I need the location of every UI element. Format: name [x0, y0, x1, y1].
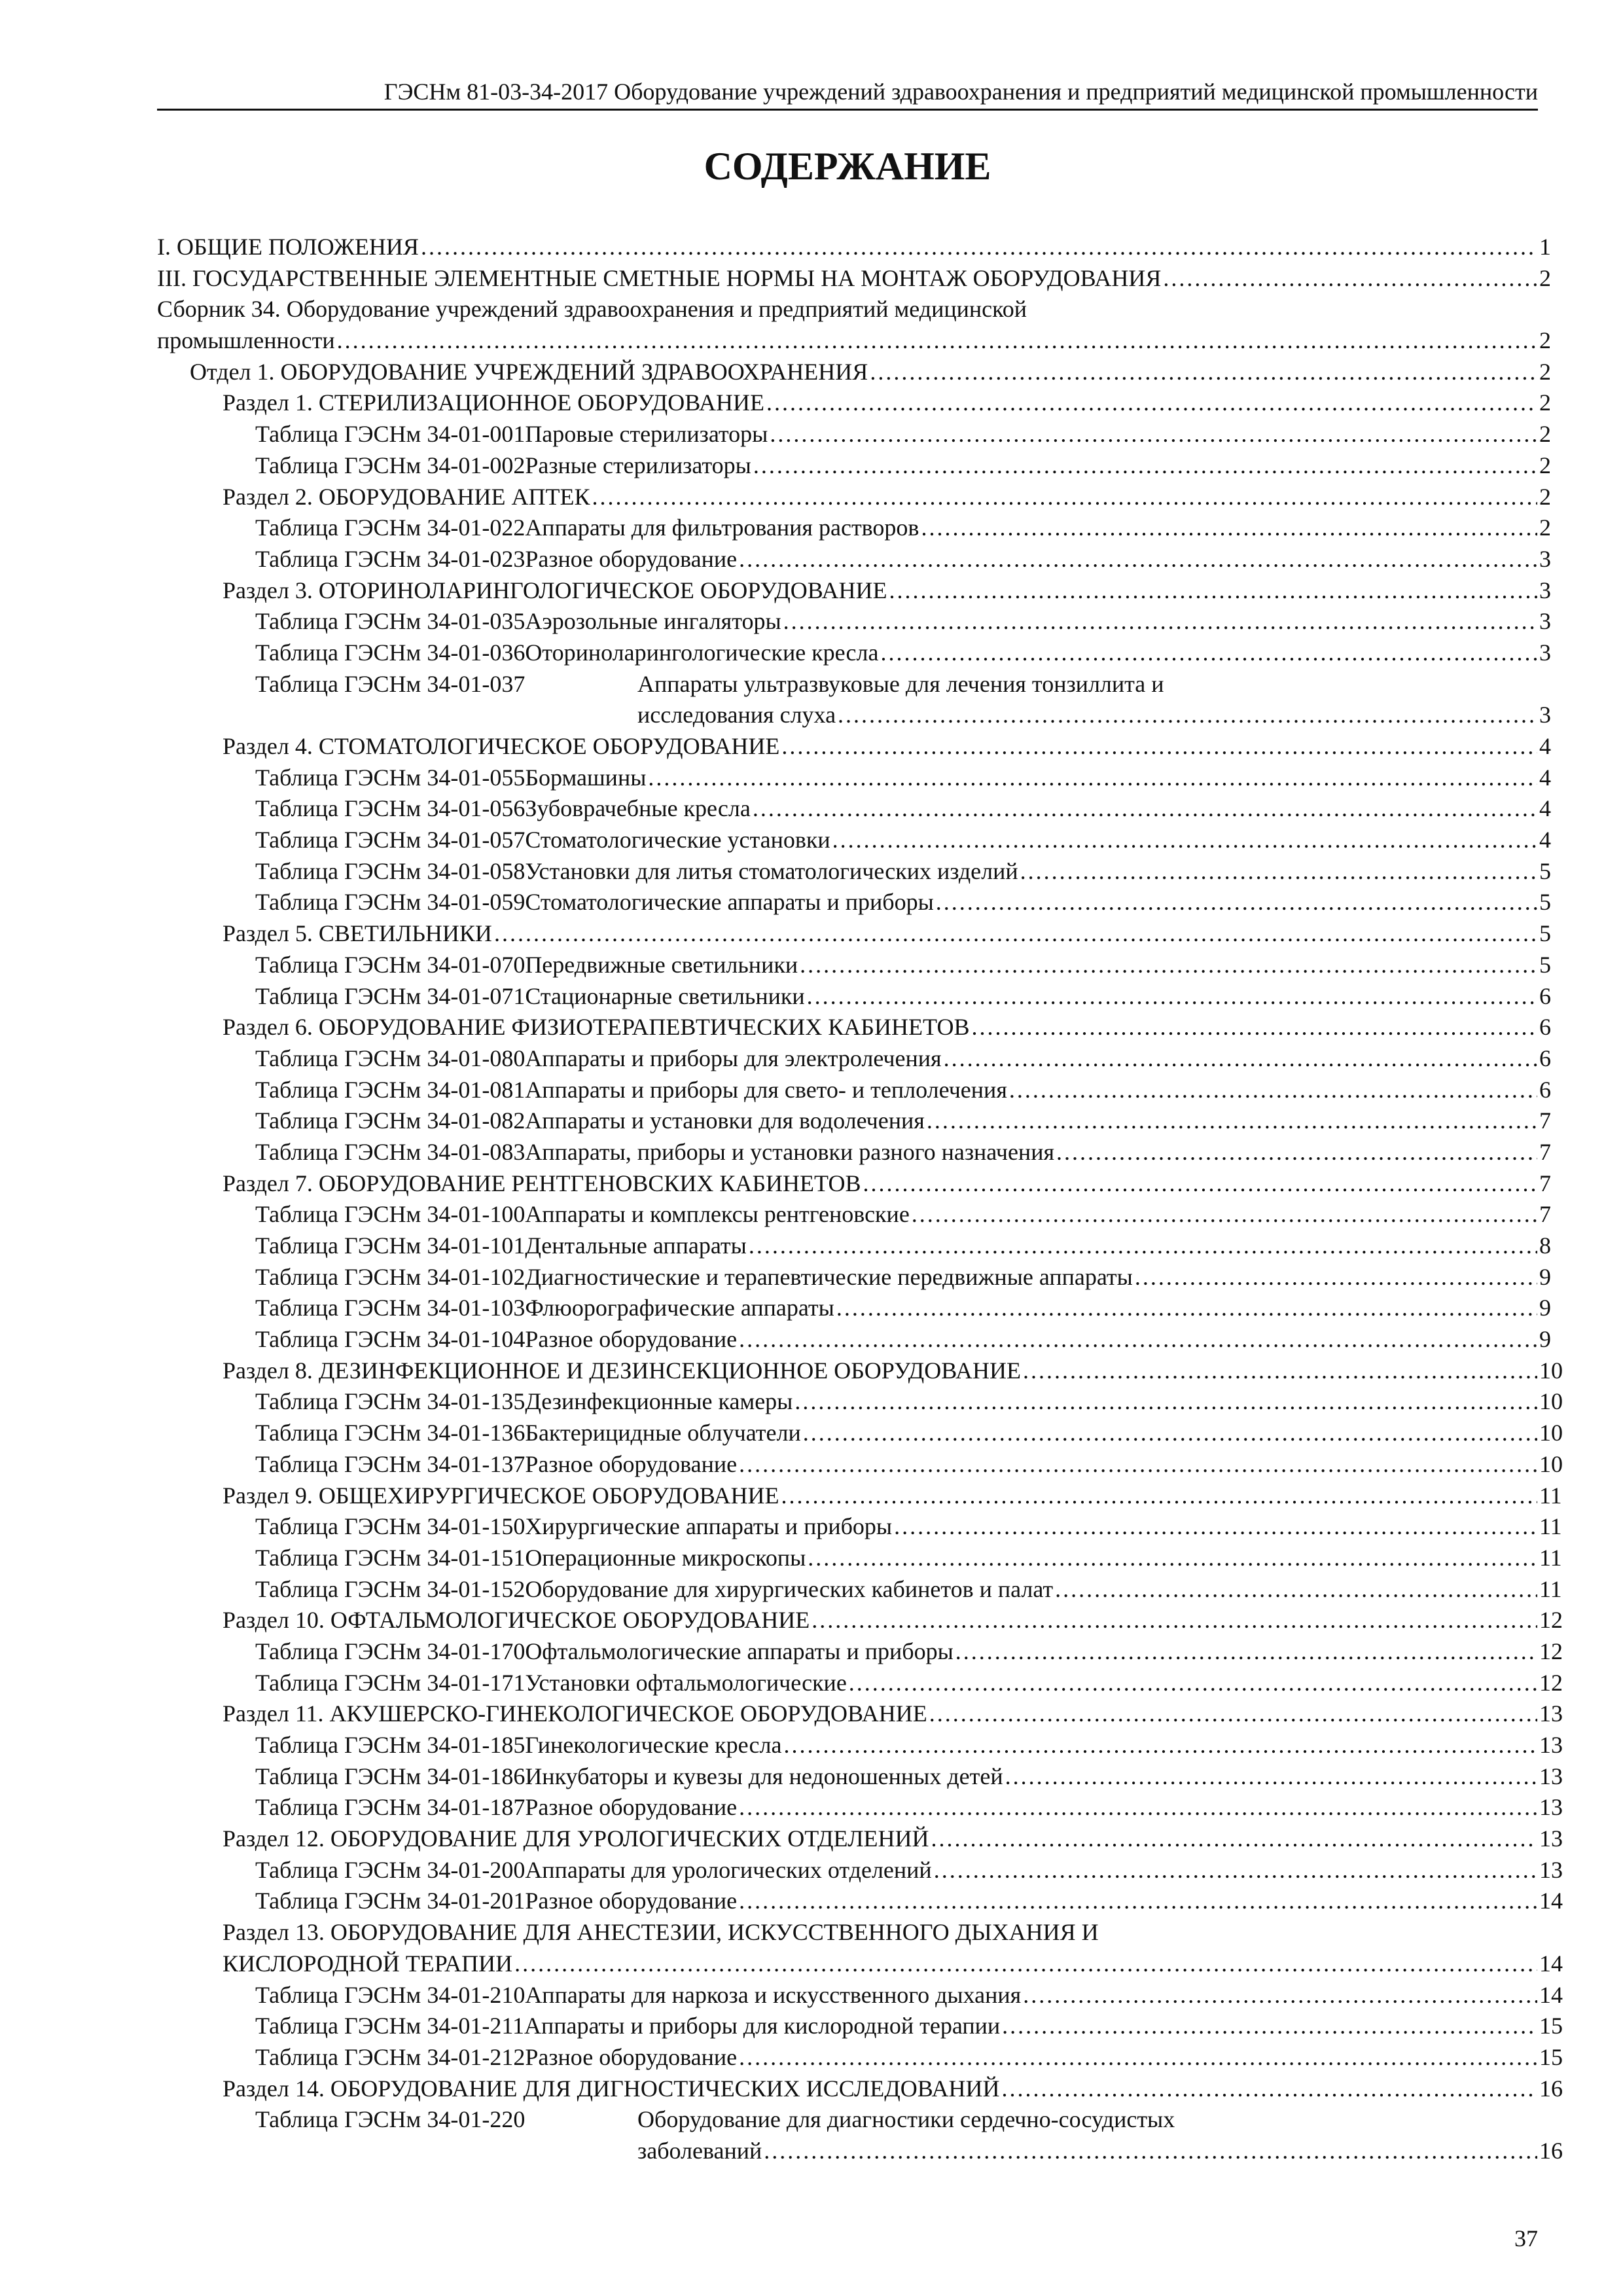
toc-page-number: 2: [1539, 483, 1551, 510]
toc-entry: [157, 637, 1551, 669]
toc-entry: [157, 2011, 1563, 2042]
toc-entry: [157, 1324, 1551, 1355]
toc-entry-text: Раздел 5. СВЕТИЛЬНИКИ: [223, 920, 492, 947]
toc-entry: [157, 731, 1551, 762]
toc-entry-text: Разное оборудование: [525, 1450, 738, 1477]
toc-dot-leader: [1002, 2011, 1537, 2042]
toc-table-code: Таблица ГЭСНм 34-01-083: [255, 1138, 526, 1165]
toc-table-code: Таблица ГЭСНм 34-01-037: [255, 670, 526, 697]
toc-page-number: 11: [1539, 1575, 1562, 1602]
toc-page-number: 6: [1539, 1076, 1551, 1103]
toc-entry-text: Оборудование для хирургических кабинетов и палат: [525, 1575, 1054, 1602]
toc-page-number: 1: [1539, 233, 1551, 260]
toc-entry-text: Разное оборудование: [525, 1888, 738, 1914]
toc-page-number: 9: [1539, 1263, 1551, 1290]
toc-entry-text: Дентальные аппараты: [525, 1232, 747, 1259]
toc-table-code: Таблица ГЭСНм 34-01-023: [255, 545, 526, 572]
toc-dot-leader: [838, 700, 1537, 731]
toc-dot-leader: [1009, 1075, 1537, 1106]
toc-table-code: Таблица ГЭСНм 34-01-022: [255, 514, 526, 541]
toc-entry-text: Раздел 7. ОБОРУДОВАНИЕ РЕНТГЕНОВСКИХ КАБИНЕТОВ: [223, 1170, 861, 1196]
toc-entry-text: Аппараты и приборы для свето- и теплолечения: [525, 1076, 1007, 1103]
toc-page-number: 3: [1539, 577, 1551, 603]
toc-page-number: 10: [1539, 1450, 1563, 1477]
toc-page-number: 3: [1539, 702, 1551, 728]
toc-entry: [157, 1386, 1563, 1418]
toc-table-code: Таблица ГЭСНм 34-01-101: [255, 1232, 526, 1259]
toc-page-number: 9: [1539, 1295, 1551, 1321]
toc-entry-text: Раздел 1. СТЕРИЛИЗАЦИОННОЕ ОБОРУДОВАНИЕ: [223, 389, 764, 416]
toc-page-number: 2: [1539, 358, 1551, 385]
toc-page-number: 6: [1539, 982, 1551, 1009]
toc-entry: [157, 669, 1551, 731]
toc-dot-leader: [800, 950, 1537, 981]
toc-page-number: 14: [1539, 1950, 1563, 1977]
toc-page-number: 2: [1539, 452, 1551, 478]
toc-entry-text: Операционные микроскопы: [525, 1544, 806, 1571]
toc-entry-text: Раздел 2. ОБОРУДОВАНИЕ АПТЕК: [223, 483, 590, 510]
toc-entry: [157, 1823, 1563, 1855]
toc-page-number: 14: [1539, 1981, 1563, 2008]
toc-entry-text: Бормашины: [525, 764, 647, 791]
toc-dot-leader: [592, 482, 1538, 513]
toc-table-code: Таблица ГЭСНм 34-01-071: [255, 982, 526, 1009]
toc-entry-text: Дезинфекционные камеры: [525, 1388, 793, 1415]
toc-table-code: Таблица ГЭСНм 34-01-103: [255, 1295, 526, 1321]
toc-page-number: 4: [1539, 733, 1551, 760]
toc-page-number: 3: [1539, 639, 1551, 666]
toc-dot-leader: [944, 1043, 1537, 1075]
toc-page-number: 16: [1539, 2137, 1563, 2164]
toc-entry: [157, 1168, 1551, 1200]
toc-table-code: Таблица ГЭСНм 34-01-187: [255, 1794, 526, 1821]
toc-dot-leader: [836, 1293, 1537, 1324]
toc-page-number: 7: [1539, 1201, 1551, 1228]
toc-table-code: Таблица ГЭСНм 34-01-056: [255, 795, 526, 822]
toc-entry-text: Отдел 1. ОБОРУДОВАНИЕ УЧРЕЖДЕНИЙ ЗДРАВООХРАНЕНИЯ: [190, 358, 868, 385]
toc-dot-leader: [931, 1823, 1537, 1855]
toc-entry-text: Разное оборудование: [525, 1794, 738, 1821]
toc-entry-text: Диагностические и терапевтические передвижные аппараты: [525, 1263, 1133, 1290]
toc-table-code: Таблица ГЭСНм 34-01-082: [255, 1107, 526, 1134]
toc-dot-leader: [1023, 1355, 1537, 1387]
toc-entry: [157, 1605, 1563, 1636]
toc-entry-text: Аппараты и установки для водолечения: [525, 1107, 925, 1134]
toc-page-number: 4: [1539, 827, 1551, 853]
toc-dot-leader: [753, 793, 1537, 825]
toc-dot-leader: [808, 1543, 1537, 1574]
toc-entry: [157, 1012, 1551, 1043]
toc-entry: [157, 1698, 1563, 1730]
toc-page-number: 3: [1539, 545, 1551, 572]
toc-table-code: Таблица ГЭСНм 34-01-212: [255, 2043, 526, 2070]
toc-page-number: 12: [1539, 1607, 1563, 1634]
toc-entry-text: I. ОБЩИЕ ПОЛОЖЕНИЯ: [157, 233, 419, 260]
toc-page-number: 7: [1539, 1107, 1551, 1134]
toc-entry: [157, 856, 1551, 888]
toc-entry-text: Раздел 11. АКУШЕРСКО-ГИНЕКОЛОГИЧЕСКОЕ ОБОРУДОВАНИЕ: [223, 1700, 927, 1727]
toc-entry: [157, 981, 1551, 1013]
toc-page-number: 2: [1539, 514, 1551, 541]
toc-dot-leader: [514, 1948, 1537, 1980]
toc-entry: [157, 357, 1551, 388]
toc-dot-leader: [421, 232, 1537, 263]
toc-entry: [157, 575, 1551, 607]
toc-page-number: 10: [1539, 1388, 1563, 1415]
toc-page-number: 8: [1539, 1232, 1551, 1259]
toc-entry: [157, 887, 1551, 918]
toc-entry-text: Раздел 12. ОБОРУДОВАНИЕ ДЛЯ УРОЛОГИЧЕСКИХ ОТДЕЛЕНИЙ: [223, 1825, 929, 1852]
toc-dot-leader: [337, 325, 1537, 357]
toc-entry: [157, 2073, 1563, 2105]
toc-entry: [157, 1730, 1563, 1761]
toc-entry-text: Хирургические аппараты и приборы: [525, 1513, 893, 1540]
toc-entry-text: Офтальмологические аппараты и приборы: [525, 1638, 954, 1664]
toc-entry: [157, 450, 1551, 482]
toc-table-code: Таблица ГЭСНм 34-01-201: [255, 1888, 526, 1914]
toc-page-number: 13: [1539, 1763, 1563, 1789]
toc-entry-text: Гинекологические кресла: [525, 1732, 782, 1759]
toc-entry-text: Раздел 14. ОБОРУДОВАНИЕ ДЛЯ ДИГНОСТИЧЕСКИХ ИССЛЕДОВАНИЙ: [223, 2075, 1000, 2102]
toc-dot-leader: [764, 2136, 1537, 2167]
toc-entry-text: Аппараты и приборы для электролечения: [525, 1045, 942, 1071]
toc-entry: [157, 1418, 1563, 1449]
toc-dot-leader: [781, 1480, 1537, 1512]
toc-entry-text: Инкубаторы и кувезы для недоношенных детей: [525, 1763, 1003, 1789]
toc-table-code: Таблица ГЭСНм 34-01-186: [255, 1763, 526, 1789]
toc-table-code: Таблица ГЭСНм 34-01-152: [255, 1575, 526, 1602]
toc-dot-leader: [770, 419, 1537, 450]
toc-entry-text: Раздел 3. ОТОРИНОЛАРИНГОЛОГИЧЕСКОЕ ОБОРУДОВАНИЕ: [223, 577, 887, 603]
toc-table-code: Таблица ГЭСНм 34-01-136: [255, 1420, 526, 1446]
toc-entry: [157, 1511, 1562, 1543]
toc-dot-leader: [739, 1449, 1537, 1480]
toc-entry: [157, 1980, 1563, 2011]
toc-dot-leader: [803, 1418, 1537, 1449]
toc-table-code: Таблица ГЭСНм 34-01-035: [255, 608, 526, 635]
toc-dot-leader: [927, 1105, 1537, 1137]
toc-table-code: Таблица ГЭСНм 34-01-081: [255, 1076, 526, 1103]
toc-dot-leader: [739, 2042, 1537, 2073]
toc-entry-text: Стоматологические аппараты и приборы: [525, 889, 934, 916]
toc-page-number: 5: [1539, 857, 1551, 884]
toc-dot-leader: [749, 1230, 1537, 1262]
toc-table-code: Таблица ГЭСНм 34-01-058: [255, 857, 526, 884]
page-title: СОДЕРЖАНИЕ: [704, 145, 991, 188]
toc-page-number: 6: [1539, 1014, 1551, 1041]
toc-page-number: 2: [1539, 264, 1551, 291]
toc-dot-leader: [934, 1855, 1537, 1886]
toc-entry-continuation: КИСЛОРОДНОЙ ТЕРАПИИ: [223, 1950, 513, 1977]
toc-dot-leader: [1056, 1137, 1537, 1168]
toc-table-code: Таблица ГЭСНм 34-01-200: [255, 1856, 526, 1883]
toc-table-code: Таблица ГЭСНм 34-01-170: [255, 1638, 526, 1664]
toc-entry-text: Аппараты для урологических отделений: [525, 1856, 932, 1883]
toc-entry-text: Передвижные светильники: [525, 951, 798, 978]
toc-page-number: 13: [1539, 1794, 1563, 1821]
toc-dot-leader: [1135, 1262, 1537, 1293]
toc-entry: [157, 1668, 1563, 1699]
toc-table-code: Таблица ГЭСНм 34-01-080: [255, 1045, 526, 1071]
toc-entry-text: Раздел 9. ОБЩЕХИРУРГИЧЕСКОЕ ОБОРУДОВАНИЕ: [223, 1482, 779, 1509]
toc-page-number: 10: [1539, 1357, 1563, 1384]
toc-entry: [157, 1480, 1562, 1512]
toc-entry: [157, 1543, 1562, 1574]
toc-page-number: 2: [1539, 327, 1551, 354]
running-header: ГЭСНм 81-03-34-2017 Оборудование учреждений здравоохранения и предприятий медицинской промышленности: [157, 77, 1538, 111]
toc-dot-leader: [832, 825, 1537, 856]
toc-table-code: Таблица ГЭСНм 34-01-220: [255, 2106, 526, 2133]
toc-table-code: Таблица ГЭСНм 34-01-036: [255, 639, 526, 666]
toc-entry-continuation: промышленности: [157, 327, 335, 354]
toc-page-number: 9: [1539, 1326, 1551, 1353]
toc-entry-text: Аэрозольные ингаляторы: [525, 608, 781, 635]
toc-page-number: 3: [1539, 608, 1551, 635]
toc-entry: [157, 950, 1551, 981]
toc-table-code: Таблица ГЭСНм 34-01-135: [255, 1388, 526, 1415]
toc-entry-text: Раздел 8. ДЕЗИНФЕКЦИОННОЕ И ДЕЗИНСЕКЦИОННОЕ ОБОРУДОВАНИЕ: [223, 1357, 1021, 1384]
toc-entry: [157, 419, 1551, 450]
toc-entry: [157, 762, 1551, 794]
toc-dot-leader: [1005, 1761, 1537, 1793]
toc-page-number: 15: [1539, 2043, 1563, 2070]
toc-entry: [157, 1761, 1563, 1793]
toc-dot-leader: [1020, 856, 1537, 888]
toc-page-number: 4: [1539, 764, 1551, 791]
toc-entry: [157, 918, 1551, 950]
toc-entry: [157, 232, 1551, 263]
toc-table-code: Таблица ГЭСНм 34-01-100: [255, 1201, 526, 1228]
toc-entry: [157, 1262, 1551, 1293]
toc-entry: [157, 263, 1551, 295]
toc-page-number: 11: [1539, 1544, 1562, 1571]
toc-entry-text: Бактерицидные облучатели: [525, 1420, 801, 1446]
toc-entry-text: Раздел 13. ОБОРУДОВАНИЕ ДЛЯ АНЕСТЕЗИИ, ИСКУССТВЕННОГО ДЫХАНИЯ И: [223, 1919, 1099, 1946]
toc-entry: [157, 1636, 1563, 1668]
toc-entry: [157, 825, 1551, 856]
toc-table-code: Таблица ГЭСНм 34-01-057: [255, 827, 526, 853]
toc-table-code: Таблица ГЭСНм 34-01-070: [255, 951, 526, 978]
toc-page-number: 7: [1539, 1138, 1551, 1165]
toc-table-code: Таблица ГЭСНм 34-01-211: [255, 2013, 524, 2039]
toc-dot-leader: [766, 387, 1537, 419]
toc-dot-leader: [1002, 2073, 1537, 2105]
toc-table-code: Таблица ГЭСНм 34-01-137: [255, 1450, 526, 1477]
toc-entry-text: Аппараты для фильтрования растворов: [525, 514, 919, 541]
toc-page-number: 10: [1539, 1420, 1563, 1446]
toc-dot-leader: [936, 887, 1537, 918]
toc-dot-leader: [880, 637, 1537, 669]
toc-page-number: 16: [1539, 2075, 1563, 2102]
toc-page-number: 5: [1539, 889, 1551, 916]
toc-entry-text: Стоматологические установки: [525, 827, 830, 853]
toc-entry-text: Стационарные светильники: [525, 982, 805, 1009]
toc-dot-leader: [739, 544, 1537, 575]
toc-page-number: 6: [1539, 1045, 1551, 1071]
toc-entry-text: Разное оборудование: [525, 545, 738, 572]
toc-table-code: Таблица ГЭСНм 34-01-171: [255, 1669, 526, 1696]
toc-entry-text: Раздел 6. ОБОРУДОВАНИЕ ФИЗИОТЕРАПЕВТИЧЕСКИХ КАБИНЕТОВ: [223, 1014, 970, 1041]
toc-entry: [157, 1075, 1551, 1106]
toc-entry: [157, 1855, 1563, 1886]
toc-dot-leader: [894, 1511, 1537, 1543]
toc-page-number: 5: [1539, 951, 1551, 978]
toc-entry: [157, 606, 1551, 637]
toc-entry-text: Разное оборудование: [525, 2043, 738, 2070]
toc-entry-text: Аппараты, приборы и установки разного назначения: [525, 1138, 1055, 1165]
toc-entry: [157, 512, 1551, 544]
toc-dot-leader: [783, 1730, 1537, 1761]
toc-entry: [157, 482, 1551, 513]
toc-entry-text: Сборник 34. Оборудование учреждений здравоохранения и предприятий медицинской: [157, 296, 1027, 323]
toc-dot-leader: [783, 606, 1537, 637]
toc-entry-text: Установки для литья стоматологических изделий: [525, 857, 1018, 884]
toc-entry-text: Аппараты для наркоза и искусственного дыхания: [525, 1981, 1022, 2008]
toc-entry-continuation: исследования слуха: [637, 702, 836, 728]
toc-entry: [157, 1230, 1551, 1262]
toc-table-code: Таблица ГЭСНм 34-01-055: [255, 764, 526, 791]
toc-page-number: 15: [1539, 2013, 1563, 2039]
toc-entry: [157, 1105, 1551, 1137]
toc-dot-leader: [1023, 1980, 1537, 2011]
toc-entry: [157, 294, 1551, 356]
toc-page-number: 2: [1539, 421, 1551, 448]
toc-table-code: Таблица ГЭСНм 34-01-102: [255, 1263, 526, 1290]
toc-dot-leader: [870, 357, 1537, 388]
toc-dot-leader: [494, 918, 1537, 950]
toc-entry-text: Аппараты и приборы для кислородной терапии: [524, 2013, 1001, 2039]
toc-entry: [157, 1574, 1562, 1605]
toc-page-number: 11: [1539, 1482, 1562, 1509]
toc-page-number: 11: [1539, 1513, 1562, 1540]
toc-page-number: 7: [1539, 1170, 1551, 1196]
toc-entry-text: Флюорографические аппараты: [525, 1295, 834, 1321]
toc-dot-leader: [781, 731, 1537, 762]
toc-dot-leader: [849, 1668, 1537, 1699]
toc-page-number: 14: [1539, 1888, 1563, 1914]
toc-entry-text: Оборудование для диагностики сердечно-сосудистых: [637, 2106, 1175, 2133]
toc-entry-text: Оториноларингологические кресла: [525, 639, 879, 666]
toc-entry-text: Раздел 4. СТОМАТОЛОГИЧЕСКОЕ ОБОРУДОВАНИЕ: [223, 733, 780, 760]
toc-dot-leader: [812, 1605, 1537, 1636]
toc-entry-text: Аппараты ультразвуковые для лечения тонзиллита и: [637, 670, 1164, 697]
toc-page-number: 12: [1539, 1638, 1563, 1664]
toc-entry: [157, 1917, 1563, 1979]
toc-page-number: 13: [1539, 1856, 1563, 1883]
toc-table-code: Таблица ГЭСНм 34-01-059: [255, 889, 526, 916]
toc-dot-leader: [739, 1792, 1537, 1823]
toc-dot-leader: [739, 1324, 1537, 1355]
toc-dot-leader: [794, 1386, 1537, 1418]
toc-page-number: 13: [1539, 1732, 1563, 1759]
toc-dot-leader: [955, 1636, 1537, 1668]
toc-dot-leader: [912, 1199, 1537, 1230]
table-of-contents: [157, 232, 1563, 2167]
toc-dot-leader: [929, 1698, 1537, 1730]
toc-dot-leader: [863, 1168, 1537, 1200]
toc-dot-leader: [807, 981, 1537, 1013]
toc-entry: [157, 793, 1551, 825]
toc-entry: [157, 1293, 1551, 1324]
toc-dot-leader: [1163, 263, 1537, 295]
toc-entry: [157, 1355, 1563, 1387]
toc-page-number: 2: [1539, 389, 1551, 416]
toc-page-number: 5: [1539, 920, 1551, 947]
toc-entry: [157, 1199, 1551, 1230]
toc-dot-leader: [921, 512, 1537, 544]
toc-entry-text: Разные стерилизаторы: [525, 452, 751, 478]
toc-table-code: Таблица ГЭСНм 34-01-151: [255, 1544, 526, 1571]
toc-entry: [157, 1137, 1551, 1168]
toc-page-number: 13: [1539, 1700, 1563, 1727]
toc-dot-leader: [1055, 1574, 1537, 1605]
toc-dot-leader: [739, 1886, 1537, 1917]
toc-entry: [157, 1886, 1563, 1917]
toc-entry-text: Раздел 10. ОФТАЛЬМОЛОГИЧЕСКОЕ ОБОРУДОВАНИЕ: [223, 1607, 810, 1634]
toc-dot-leader: [889, 575, 1537, 607]
page-number: 37: [1514, 2225, 1538, 2251]
toc-entry-text: III. ГОСУДАРСТВЕННЫЕ ЭЛЕМЕНТНЫЕ СМЕТНЫЕ НОРМЫ НА МОНТАЖ ОБОРУДОВАНИЯ: [157, 264, 1162, 291]
toc-entry: [157, 2042, 1563, 2073]
toc-table-code: Таблица ГЭСНм 34-01-150: [255, 1513, 526, 1540]
toc-entry-text: Зубоврачебные кресла: [525, 795, 751, 822]
toc-dot-leader: [648, 762, 1537, 794]
toc-page-number: 12: [1539, 1669, 1563, 1696]
toc-dot-leader: [753, 450, 1537, 482]
toc-dot-leader: [972, 1012, 1538, 1043]
toc-entry-text: Разное оборудование: [525, 1326, 738, 1353]
toc-table-code: Таблица ГЭСНм 34-01-185: [255, 1732, 526, 1759]
toc-table-code: Таблица ГЭСНм 34-01-210: [255, 1981, 526, 2008]
toc-entry-text: Аппараты и комплексы рентгеновские: [525, 1201, 910, 1228]
toc-entry-text: Установки офтальмологические: [525, 1669, 847, 1696]
toc-entry: [157, 1792, 1563, 1823]
toc-entry: [157, 387, 1551, 419]
toc-entry-continuation: заболеваний: [637, 2137, 762, 2164]
toc-table-code: Таблица ГЭСНм 34-01-002: [255, 452, 526, 478]
toc-entry: [157, 1449, 1563, 1480]
toc-page-number: 4: [1539, 795, 1551, 822]
toc-entry: [157, 1043, 1551, 1075]
toc-entry: [157, 544, 1551, 575]
toc-entry: [157, 2104, 1563, 2166]
toc-page-number: 13: [1539, 1825, 1563, 1852]
toc-table-code: Таблица ГЭСНм 34-01-104: [255, 1326, 526, 1353]
toc-entry-text: Паровые стерилизаторы: [525, 421, 768, 448]
toc-table-code: Таблица ГЭСНм 34-01-001: [255, 421, 526, 448]
